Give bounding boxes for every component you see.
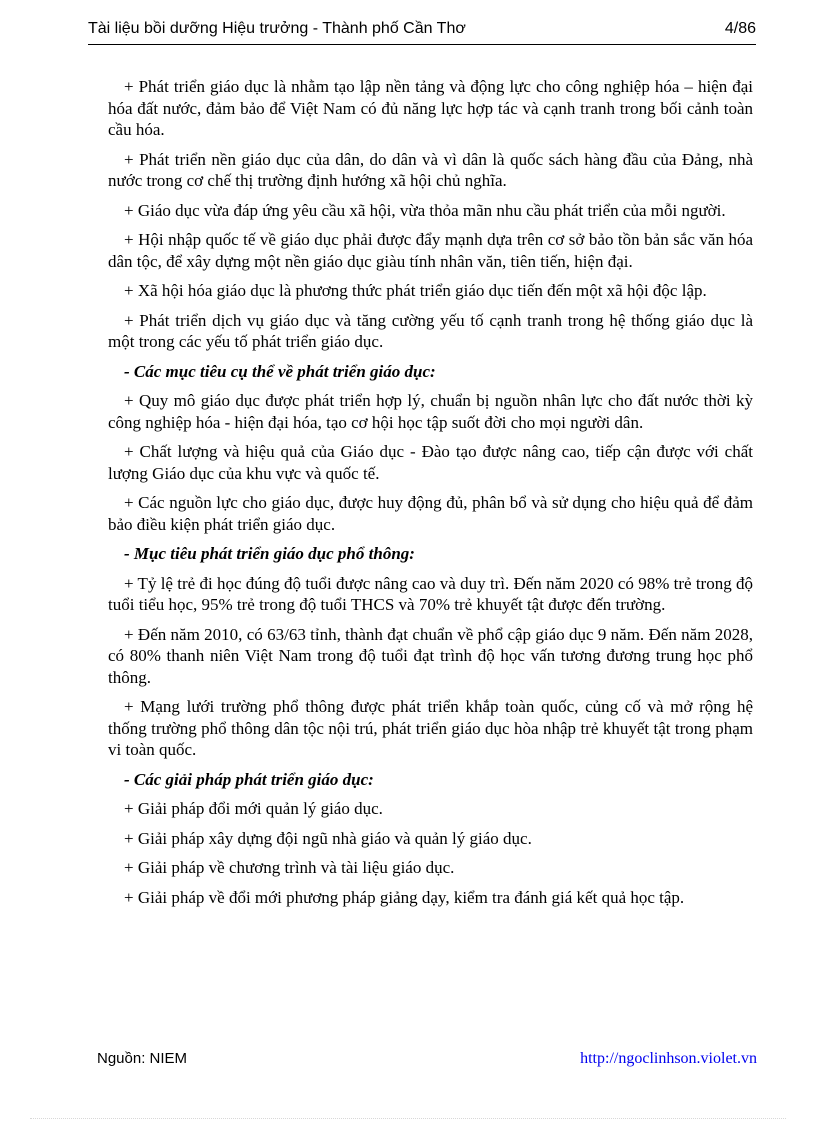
paragraph: + Xã hội hóa giáo dục là phương thức phát triển giáo dục tiến đến một xã hội độc lập. (124, 281, 707, 300)
page-footer (97, 1050, 757, 1072)
paragraph: + Mạng lưới trường phổ thông được phát triển khắp toàn quốc, củng cố và mở rộng hệ thống trường phổ thông dân tộc nội trú, phát triển giáo dục hòa nhập trẻ khuyết tật trong phạm vi toàn quốc. (108, 697, 753, 759)
paragraph: + Đến năm 2010, có 63/63 tỉnh, thành đạt chuẩn về phổ cập giáo dục 9 năm. Đến năm 2028, có 80% thanh niên Việt Nam trong độ tuổi đạt trình độ học vấn tương đương trung học phổ thông. (108, 624, 753, 687)
paragraph: + Quy mô giáo dục được phát triển hợp lý, chuẩn bị nguồn nhân lực cho đất nước thời kỳ công nghiệp hóa - hiện đại hóa, tạo cơ hội học tập suốt đời cho mọi người dân. (108, 391, 753, 432)
paragraph: + Giải pháp về đổi mới phương pháp giảng dạy, kiểm tra đánh giá kết quả học tập. (124, 887, 685, 907)
document-title: Tài liệu bồi dưỡng Hiệu trưởng - Thành phố Cần Thơ (88, 20, 466, 37)
paragraph: + Tỷ lệ trẻ đi học đúng độ tuổi được nâng cao và duy trì. Đến năm 2020 có 98% trẻ trong độ tuổi tiểu học, 95% trẻ trong độ tuổi THCS và 70% trẻ khuyết tật được đến trường. (108, 573, 753, 614)
paragraph: + Phát triển nền giáo dục của dân, do dân và vì dân là quốc sách hàng đầu của Đảng, nhà nước trong cơ chế thị trường định hướng xã hội chủ nghĩa. (108, 149, 753, 190)
paragraph: + Các nguồn lực cho giáo dục, được huy động đủ, phân bổ và sử dụng cho hiệu quả để đảm bảo điều kiện phát triển giáo dục. (108, 493, 753, 534)
section-heading: - Mục tiêu phát triển giáo dục phổ thông: (124, 544, 415, 563)
page-header (88, 14, 756, 45)
paragraph: + Giải pháp đổi mới quản lý giáo dục. (124, 799, 383, 818)
paragraph: + Phát triển giáo dục là nhằm tạo lập nền tảng và động lực cho công nghiệp hóa – hiện đại hóa đất nước, đảm bảo để Việt Nam có đủ năng lực hợp tác và cạnh tranh trong bối cảnh toàn cầu hóa. (108, 77, 753, 139)
document-body (108, 76, 753, 916)
website-link[interactable]: http://ngoclinhson.violet.vn (580, 1050, 757, 1067)
paragraph: + Giải pháp xây dựng đội ngũ nhà giáo và quản lý giáo dục. (124, 828, 532, 848)
page-bottom-divider (30, 1118, 786, 1119)
source-label: Nguồn: NIEM (97, 1050, 188, 1067)
paragraph: + Giáo dục vừa đáp ứng yêu cầu xã hội, vừa thỏa mãn nhu cầu phát triển của mỗi người. (124, 200, 726, 220)
page-number: 4/86 (724, 20, 756, 37)
section-heading: - Các giải pháp phát triển giáo dục: (124, 769, 374, 789)
paragraph: + Hội nhập quốc tế về giáo dục phải được đẩy mạnh dựa trên cơ sở bảo tồn bản sắc văn hóa dân tộc, để xây dựng một nền giáo dục giàu tính nhân văn, tiên tiến, hiện đại. (108, 230, 753, 271)
paragraph: + Phát triển dịch vụ giáo dục và tăng cường yếu tố cạnh tranh trong hệ thống giáo dục là một trong các yếu tố phát triển giáo dục. (108, 310, 753, 351)
section-heading: - Các mục tiêu cụ thể về phát triển giáo dục: (124, 361, 436, 381)
paragraph: + Giải pháp về chương trình và tài liệu giáo dục. (124, 858, 455, 877)
paragraph: + Chất lượng và hiệu quả của Giáo dục - Đào tạo được nâng cao, tiếp cận được với chất lượng Giáo dục của khu vực và quốc tế. (108, 442, 753, 483)
